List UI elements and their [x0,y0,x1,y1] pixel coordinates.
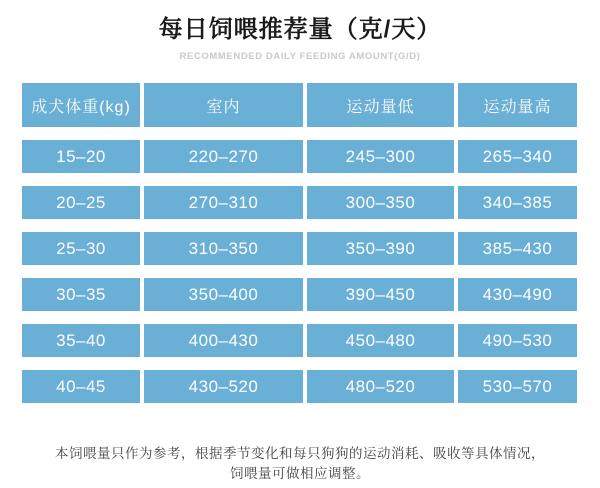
table-cell-r0-c1: 220–270 [144,140,303,173]
table-cell-r5-c3: 530–570 [458,370,577,403]
table-cell-r1-c3: 340–385 [458,186,577,219]
table-cell-r4-c2: 450–480 [307,324,454,357]
table-cell-r1-c1: 270–310 [144,186,303,219]
table-cell-r4-c3: 490–530 [458,324,577,357]
table-cell-r2-c2: 350–390 [307,232,454,265]
table-cell-r3-c0: 30–35 [22,278,140,311]
table-cell-r4-c1: 400–430 [144,324,303,357]
table-cell-r5-c1: 430–520 [144,370,303,403]
footer-note [0,444,600,484]
table-cell-r5-c0: 40–45 [22,370,140,403]
table-cell-r3-c3: 430–490 [458,278,577,311]
header-cell-col0: 成犬体重(kg) [22,83,140,127]
page-subtitle: RECOMMENDED DAILY FEEDING AMOUNT(G/D) [179,51,421,62]
table-cell-r3-c2: 390–450 [307,278,454,311]
feeding-table [22,83,577,403]
table-cell-r4-c0: 35–40 [22,324,140,357]
header-cell-col3: 运动量高 [458,83,577,127]
table-cell-r0-c3: 265–340 [458,140,577,173]
table-cell-r1-c2: 300–350 [307,186,454,219]
table-cell-r0-c2: 245–300 [307,140,454,173]
table-cell-r3-c1: 350–400 [144,278,303,311]
table-cell-r0-c0: 15–20 [22,140,140,173]
table-cell-r2-c3: 385–430 [458,232,577,265]
table-cell-r2-c0: 25–30 [22,232,140,265]
footer-note-line1: 本饲喂量只作为参考，根据季节变化和每只狗狗的运动消耗、吸收等具体情况， [55,446,545,461]
page-title: 每日饲喂推荐量（克/天） [158,16,442,43]
table-cell-r1-c0: 20–25 [22,186,140,219]
table-cell-r2-c1: 310–350 [144,232,303,265]
table-cell-r5-c2: 480–520 [307,370,454,403]
header-cell-col2: 运动量低 [307,83,454,127]
footer-note-line2: 饲喂量可做相应调整。 [230,466,370,481]
header-cell-col1: 室内 [144,83,303,127]
